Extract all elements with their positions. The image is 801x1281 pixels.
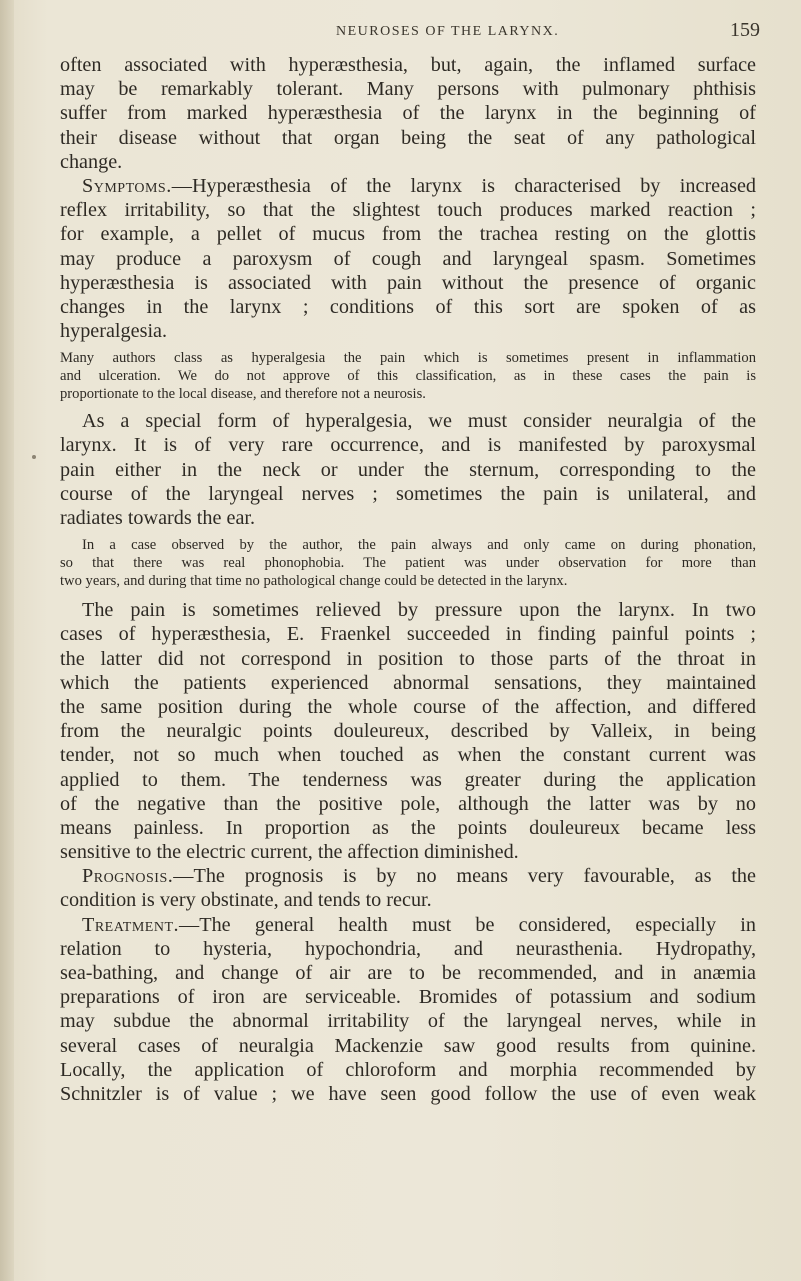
body-text bbox=[60, 53, 756, 1106]
text-line: pain either in the neck or under the sternum, corresponding to the bbox=[60, 458, 756, 481]
text-line: the same position during the whole course of the affection, and differed bbox=[60, 695, 756, 718]
running-head: NEUROSES OF THE LARYNX. bbox=[336, 24, 560, 39]
text-line: of the negative than the positive pole, although the latter was by no bbox=[60, 792, 756, 815]
text-line: means painless. In proportion as the points douleureux became less bbox=[60, 816, 756, 839]
paragraph-prognosis-first-line bbox=[60, 864, 756, 888]
text-line: The pain is sometimes relieved by pressure upon the larynx. In two bbox=[82, 599, 756, 622]
note-line: proportionate to the local disease, and therefore not a neurosis. bbox=[60, 386, 426, 403]
text-line: may be remarkably tolerant. Many persons with pulmonary phthisis bbox=[60, 78, 756, 101]
text-line: tender, not so much when touched as when the constant current was bbox=[60, 744, 756, 767]
note-line: two years, and during that time no pathological change could be detected in the larynx. bbox=[60, 573, 568, 590]
text-line: condition is very obstinate, and tends to recur. bbox=[60, 889, 432, 912]
text-line: radiates towards the ear. bbox=[60, 507, 256, 529]
text-line: applied to them. The tenderness was greater during the application bbox=[60, 768, 756, 791]
text-line: their disease without that organ being the seat of any pathological bbox=[60, 126, 756, 149]
page-header bbox=[60, 18, 760, 46]
note-line: In a case observed by the author, the pain always and only came on during phonation, bbox=[82, 537, 756, 554]
text-line: cases of hyperæsthesia, E. Fraenkel succeeded in finding painful points ; bbox=[60, 623, 756, 646]
text-line: may subdue the abnormal irritability of the laryngeal nerves, while in bbox=[60, 1010, 756, 1033]
text-line: sea-bathing, and change of air are to be recommended, and in anæmia bbox=[60, 962, 756, 984]
page-number: 159 bbox=[730, 19, 760, 41]
note-line: and ulceration. We do not approve of this classification, as in these cases the pain is bbox=[60, 368, 756, 385]
text-line: changes in the larynx ; conditions of this sort are spoken of as bbox=[60, 295, 756, 318]
text-line: relation to hysteria, hypochondria, and neurasthenia. Hydropathy, bbox=[60, 937, 756, 960]
text-line: the latter did not correspond in position to those parts of the throat in bbox=[60, 647, 756, 670]
text-line: suffer from marked hyperæsthesia of the larynx in the beginning of bbox=[60, 102, 756, 125]
text-line: may produce a paroxysm of cough and laryngeal spasm. Sometimes bbox=[60, 247, 756, 270]
text-line: sensitive to the electric current, the affection diminished. bbox=[60, 841, 519, 864]
text-line: hyperalgesia. bbox=[60, 320, 168, 343]
text-line: change. bbox=[60, 150, 123, 173]
text-line: often associated with hyperæsthesia, but, again, the inflamed surface bbox=[60, 54, 756, 76]
text-run: —The prognosis is by no means very favourable, as the bbox=[173, 865, 756, 888]
text-line: hyperæsthesia is associated with pain without the presence of organic bbox=[60, 271, 756, 294]
section-heading-symptoms: Symptoms. bbox=[82, 174, 172, 197]
text-line: Locally, the application of chloroform and morphia recommended by bbox=[60, 1058, 756, 1081]
note-line: Many authors class as hyperalgesia the pain which is sometimes present in inflammation bbox=[60, 350, 756, 367]
text-line: for example, a pellet of mucus from the trachea resting on the glottis bbox=[60, 223, 756, 246]
text-line: course of the laryngeal nerves ; sometimes the pain is unilateral, and bbox=[60, 482, 756, 505]
text-run: —The general health must be considered, especially in bbox=[179, 913, 756, 936]
text-line: Schnitzler is of value ; we have seen good follow the use of even weak bbox=[60, 1082, 756, 1105]
paragraph-treatment-first-line bbox=[60, 913, 756, 937]
section-heading-prognosis: Prognosis. bbox=[82, 865, 174, 888]
note-line: so that there was real phonophobia. The patient was under observation for more than bbox=[60, 555, 756, 572]
text-run: —Hyperæsthesia of the larynx is characterised by increased bbox=[171, 174, 756, 197]
text-line: several cases of neuralgia Mackenzie saw good results from quinine. bbox=[60, 1034, 756, 1057]
text-line: reflex irritability, so that the slightest touch produces marked reaction ; bbox=[60, 199, 756, 222]
page-gutter bbox=[0, 0, 14, 1281]
margin-mark bbox=[32, 455, 36, 459]
text-line: preparations of iron are serviceable. Bromides of potassium and sodium bbox=[60, 986, 756, 1009]
paragraph-symptoms-first-line bbox=[60, 174, 756, 198]
text-line: As a special form of hyperalgesia, we must consider neuralgia of the bbox=[82, 410, 756, 433]
section-heading-treatment: Treatment. bbox=[82, 913, 180, 936]
text-line: larynx. It is of very rare occurrence, and is manifested by paroxysmal bbox=[60, 434, 756, 457]
text-line: which the patients experienced abnormal sensations, they maintained bbox=[60, 671, 756, 694]
text-line: from the neuralgic points douleureux, described by Valleix, in being bbox=[60, 720, 756, 743]
